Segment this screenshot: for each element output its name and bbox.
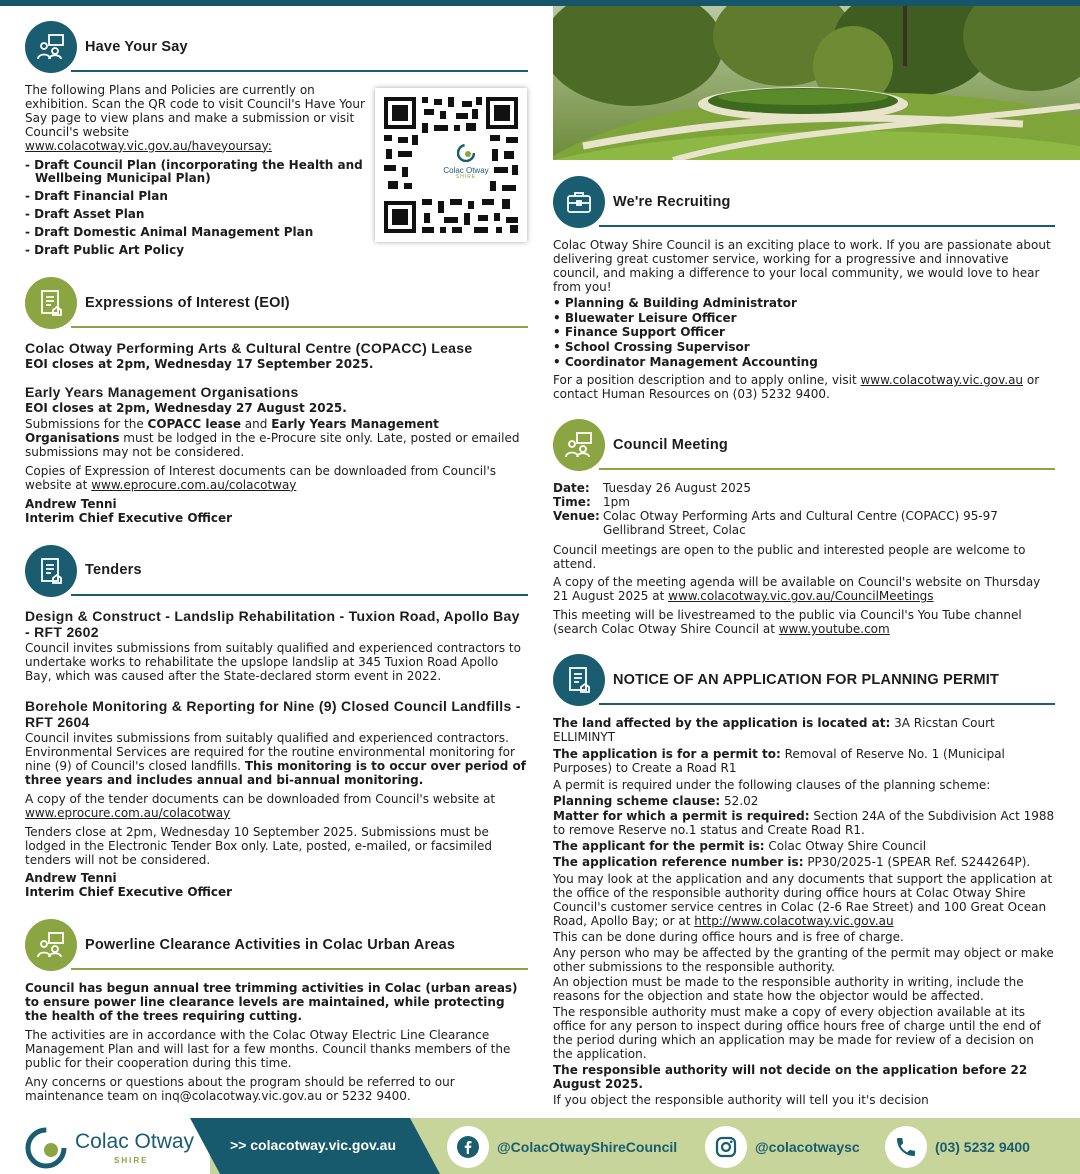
have-your-say-intro xyxy=(25,84,375,154)
text: This meeting will be livestreamed to the public via Council's You Tube channel (search Colac Otway Shire Council at xyxy=(553,608,1022,637)
text: must be lodged in the e-Procure site only. Late, posted or emailed submissions may not be considered. xyxy=(25,431,520,460)
council-meeting-section xyxy=(553,418,1055,637)
permit-clause xyxy=(553,795,1055,809)
position-item: • School Crossing Supervisor xyxy=(553,340,750,355)
eoi-item-2-title: Early Years Management Organisations xyxy=(25,384,299,401)
people-board-icon xyxy=(25,21,77,73)
plans-list xyxy=(25,159,365,258)
signatory-name: Andrew Tenni xyxy=(25,496,117,511)
footer-logo[interactable] xyxy=(0,1118,210,1174)
tender-1-text: Council invites submissions from suitably qualified and experienced contractors to undertake works to rehabilitate the upslope landslip at 345 Tuxion Road Apollo Bay, which was caused after the State-declared storm event in 2022. xyxy=(25,641,521,683)
value: 52.02 xyxy=(720,793,759,808)
powerline-text-2: Any concerns or questions about the program should be referred to our maintenance team on inq@colacotway.vic.gov.au or 5232 9400. xyxy=(25,1074,455,1103)
meeting-venue-row xyxy=(553,510,1055,538)
facebook-handle: @ColacOtwayShireCouncil xyxy=(497,1138,678,1155)
qr-logo-text: Colac Otway xyxy=(443,165,489,175)
position-item: • Bluewater Leisure Officer xyxy=(553,310,737,325)
tender-2-text xyxy=(25,732,528,788)
eoi-copies xyxy=(25,465,528,493)
label: Matter for which a permit is required: xyxy=(553,809,810,824)
meeting-date-label: Date: xyxy=(553,480,590,495)
powerline-header xyxy=(25,918,528,972)
permit-land xyxy=(553,717,1055,745)
section-rule xyxy=(71,70,528,72)
value: Section 24A of the Subdivision Act 1988 to remove Reserve no.1 status and Create Road R1. xyxy=(553,809,1055,838)
position-item: • Finance Support Officer xyxy=(553,325,725,340)
label: The land affected by the application is located at: xyxy=(553,716,891,731)
meeting-date-value: Tuesday 26 August 2025 xyxy=(603,480,752,495)
recruiting-header xyxy=(553,175,1055,229)
recruiting-section xyxy=(553,175,1055,402)
qr-logo-sub: SHIRE xyxy=(455,174,477,181)
tenders-title: Tenders xyxy=(85,562,142,579)
value: Colac Otway Shire Council xyxy=(764,839,927,854)
plans-list-item: - Draft Public Art Policy xyxy=(25,243,185,258)
recruiting-intro: Colac Otway Shire Council is an exciting place to work. If you are passionate about delivering great customer service, working for a progressive and innovative council, and making a difference to your local community, we would love to hear from you! xyxy=(553,238,1051,294)
eoi-item-2-close: EOI closes at 2pm, Wednesday 27 August 2025. xyxy=(25,401,347,416)
council-website-link[interactable]: http://www.colacotway.vic.gov.au xyxy=(694,913,894,928)
text: and xyxy=(240,417,272,432)
right-column xyxy=(553,175,1055,1130)
permit-matter xyxy=(553,810,1055,838)
have-your-say-header xyxy=(25,20,528,74)
phone-link[interactable] xyxy=(885,1126,1030,1168)
have-your-say-link[interactable]: www.colacotway.vic.gov.au/haveyoursay: xyxy=(25,138,272,153)
meeting-stream xyxy=(553,609,1055,637)
section-rule xyxy=(71,326,528,328)
label: Planning scheme clause: xyxy=(553,793,721,808)
powerline-bold-text: Council has begun annual tree trimming activities in Colac (urban areas) to ensure power line clearance levels are maintained, while protecting the health of the trees requiring cutting. xyxy=(25,981,518,1024)
eoi-title: Expressions of Interest (EOI) xyxy=(85,294,290,311)
label: The application is for a permit to: xyxy=(553,746,781,761)
eoi-item-1-close: EOI closes at 2pm, Wednesday 17 September 2025. xyxy=(25,357,374,372)
facebook-icon xyxy=(447,1126,489,1168)
section-rule xyxy=(71,594,528,596)
plans-list-item: - Draft Asset Plan xyxy=(25,207,145,222)
eoi-header xyxy=(25,276,528,330)
document-house-icon xyxy=(25,545,77,597)
text: or contact Human Resources on (03) 5232 9400. xyxy=(553,373,1040,402)
council-meeting-header xyxy=(553,418,1055,472)
meeting-open-text: Council meetings are open to the public and interested people are welcome to attend. xyxy=(553,542,1026,571)
document-house-icon xyxy=(25,277,77,329)
tenders-section xyxy=(25,544,528,901)
tenders-header xyxy=(25,544,528,598)
value: Removal of Reserve No. 1 (Municipal Purposes) to Create a Road R1 xyxy=(553,746,1005,775)
permit-free: This can be done during office hours and is free of charge. xyxy=(553,929,904,944)
phone-icon xyxy=(885,1126,927,1168)
meeting-agenda xyxy=(553,576,1055,604)
recruiting-title: We're Recruiting xyxy=(613,193,731,210)
people-board-icon xyxy=(553,419,605,471)
eoi-section xyxy=(25,276,528,526)
tender-1-title: Design & Construct - Landslip Rehabilitation - Tuxion Road, Apollo Bay - RFT 2602 xyxy=(25,607,520,640)
permit-tell: If you object the responsible authority will tell you it's decision xyxy=(553,1092,929,1107)
section-rule xyxy=(599,225,1055,227)
footer-logo-sub: SHIRE xyxy=(114,1156,149,1165)
text: Submissions for the xyxy=(25,417,148,432)
permit-object: Any person who may be affected by the granting of the permit may object or make other submissions to the responsible authority. xyxy=(553,945,1054,974)
permit-decide: The responsible authority will not decide on the application before 22 August 2025. xyxy=(553,1062,1028,1091)
instagram-link[interactable] xyxy=(705,1126,860,1168)
powerline-text-1: The activities are in accordance with the Colac Otway Electric Line Clearance Management Plan and will last for a few months. Council thanks members of the public for their cooperation during this time. xyxy=(25,1027,511,1070)
position-item: • Planning & Building Administrator xyxy=(553,295,797,310)
tender-2-title: Borehole Monitoring & Reporting for Nine (9) Closed Council Landfills - RFT 2604 xyxy=(25,697,521,731)
document-house-icon xyxy=(553,654,605,706)
text-bold: Early Years Management Organisations xyxy=(25,417,439,446)
text: A copy of the meeting agenda will be available on Council's website on Thursday 21 August 2025 at xyxy=(553,575,1041,604)
have-your-say-section xyxy=(25,20,528,258)
instagram-icon xyxy=(705,1126,747,1168)
meeting-venue-label: Venue: xyxy=(553,508,600,523)
text: A copy of the tender documents can be downloaded from Council's website at xyxy=(25,791,496,806)
section-rule xyxy=(599,703,1055,705)
recruiting-apply xyxy=(553,374,1055,402)
planning-permit-title: NOTICE OF AN APPLICATION FOR PLANNING PERMIT xyxy=(613,671,1000,688)
value: 3A Ricstan Court ELLIMINYT xyxy=(553,716,995,744)
permit-reference xyxy=(553,856,1055,870)
label: The applicant for the permit is: xyxy=(553,839,765,854)
position-item: • Coordinator Management Accounting xyxy=(553,355,818,370)
label: The application reference number is: xyxy=(553,855,804,870)
meeting-date-row xyxy=(553,482,1055,496)
intro-text: The following Plans and Policies are currently on exhibition. Scan the QR code to visit Council's Have Your Say page to view plans and make a submission or visit Council's website xyxy=(25,83,365,139)
text: For a position description and to apply online, visit xyxy=(553,373,861,388)
permit-applicant xyxy=(553,840,1055,854)
colac-otway-logo-icon xyxy=(24,1126,68,1170)
people-board-icon xyxy=(25,919,77,971)
powerline-title: Powerline Clearance Activities in Colac Urban Areas xyxy=(85,936,456,953)
meeting-time-label: Time: xyxy=(553,494,591,509)
value: PP30/2025-1 (SPEAR Ref. S244264P). xyxy=(803,855,1031,870)
council-meetings-link[interactable]: www.colacotway.vic.gov.au/CouncilMeetings xyxy=(668,589,934,604)
signatory-name: Andrew Tenni xyxy=(25,871,117,886)
eprocure-link[interactable]: www.eprocure.com.au/colacotway xyxy=(25,805,231,820)
footer-logo-text: Colac Otway xyxy=(75,1130,195,1153)
text: Council invites submissions from suitably qualified and experienced contractors. Environmental Services are required for the routine environmental monitoring for nine (9) of Council's closed landfills. xyxy=(25,731,515,774)
instagram-handle: @colacotwaysc xyxy=(755,1138,860,1155)
planning-permit-header xyxy=(553,653,1055,707)
positions-list xyxy=(553,297,1055,371)
eprocure-link[interactable]: www.eprocure.com.au/colacotway xyxy=(91,477,297,492)
powerline-section xyxy=(25,918,528,1103)
plans-list-item: - Draft Financial Plan xyxy=(25,189,168,204)
permit-application xyxy=(553,748,1055,776)
plans-list-item: - Draft Domestic Animal Management Plan xyxy=(25,225,314,240)
footer-website-link[interactable]: >> colacotway.vic.gov.au xyxy=(230,1137,396,1153)
have-your-say-title: Have Your Say xyxy=(85,38,188,55)
section-rule xyxy=(71,968,528,970)
text-bold: This monitoring is to occur over period of three years and includes annual and bi-annual monitoring. xyxy=(25,759,526,787)
footer xyxy=(0,1118,1080,1174)
youtube-link[interactable]: www.youtube.com xyxy=(778,622,890,637)
permit-required: A permit is required under the following clauses of the planning scheme: xyxy=(553,777,991,792)
section-rule xyxy=(599,468,1055,470)
text: You may look at the application and any documents that support the application at the office of the responsible authority during office hours at Colac Otway Shire Council's customer service centres in Colac (2-6 Rae Street) and 100 Great Ocean Road, Apollo Bay; or at xyxy=(553,872,1053,928)
text: Copies of Expression of Interest documents can be downloaded from Council's website at xyxy=(25,463,497,492)
tender-copy xyxy=(25,793,528,821)
meeting-venue-value: Colac Otway Performing Arts and Cultural Centre (COPACC) 95-97 Gellibrand Street, Colac xyxy=(603,508,998,537)
park-photo xyxy=(553,6,1080,160)
text-bold: COPACC lease xyxy=(147,417,241,432)
council-website-link[interactable]: www.colacotway.vic.gov.au xyxy=(860,373,1024,388)
tender-close: Tenders close at 2pm, Wednesday 10 September 2025. Submissions must be lodged in the Electronic Tender Box only. Late, posted, e-mailed, or facsimiled tenders will not be considered. xyxy=(25,824,492,867)
briefcase-icon xyxy=(553,176,605,228)
plans-list-item: - Draft Council Plan (incorporating the Health and Wellbeing Municipal Plan) xyxy=(25,157,363,186)
eoi-submissions xyxy=(25,418,528,460)
phone-number: (03) 5232 9400 xyxy=(935,1138,1030,1155)
council-meeting-title: Council Meeting xyxy=(613,436,728,453)
left-column xyxy=(25,20,528,1125)
signatory-role: Interim Chief Executive Officer xyxy=(25,510,233,525)
meeting-time-row xyxy=(553,496,1055,510)
planning-permit-section xyxy=(553,653,1055,1108)
eoi-item-1-title: Colac Otway Performing Arts & Cultural Centre (COPACC) Lease xyxy=(25,339,473,356)
permit-look xyxy=(553,873,1055,929)
meeting-time-value: 1pm xyxy=(603,494,630,509)
permit-writing: An objection must be made to the responsible authority in writing, include the reasons for the objection and state how the objector would be affected. xyxy=(553,975,1024,1004)
signatory-role: Interim Chief Executive Officer xyxy=(25,885,233,900)
permit-copy: The responsible authority must make a copy of every objection available at its office for any person to inspect during office hours free of charge until the end of the period during which an application may be made for review of a decision on the application. xyxy=(553,1005,1041,1061)
facebook-link[interactable] xyxy=(447,1126,677,1168)
